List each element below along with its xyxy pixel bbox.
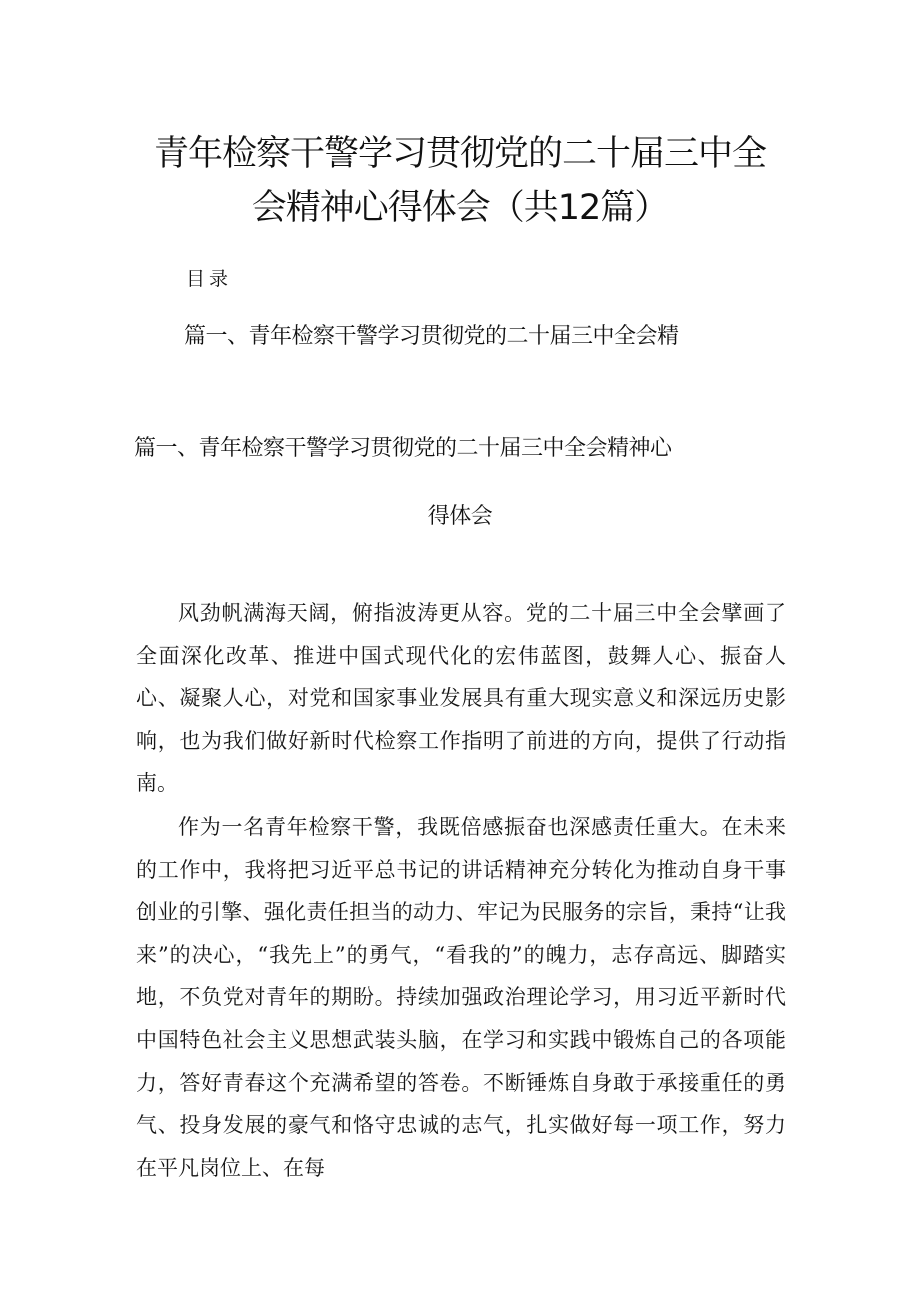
paragraph-container-1 xyxy=(136,592,786,805)
body-paragraph-1: 风劲帆满海天阔，俯指波涛更从容。党的二十届三中全会擘画了全面深化改革、推进中国式现代化的宏伟蓝图，鼓舞人心、振奋人心、凝聚人心，对党和国家事业发展具有重大现实意义和深远历史影响，也为我们做好新时代检察工作指明了前进的方向，提供了行动指南。 xyxy=(136,601,786,796)
body-paragraph-2: 作为一名青年检察干警，我既倍感振奋也深感责任重大。在未来的工作中，我将把习近平总书记的讲话精神充分转化为推动自身干事创业的引擎、强化责任担当的动力、牢记为民服务的宗旨，秉持“让我来”的决心，“我先上”的勇气，“看我的”的魄力，志存高远、脚踏实地，不负党对青年的期盼。持续加强政治理论学习，用习近平新时代中国特色社会主义思想武装头脑，在学习和实践中锻炼自己的各项能力，答好青春这个充满希望的答卷。不断锤炼自身敢于承接重任的勇气、投身发展的豪气和恪守忠诚的志气，扎实做好每一项工作，努力在平凡岗位上、在每 xyxy=(136,815,786,1180)
section-title-line2: 得体会 xyxy=(427,504,493,529)
toc-label: 目录 xyxy=(186,268,233,290)
document-title-line2: 会精神心得体会（共12篇） xyxy=(251,188,669,228)
toc-item-1[interactable]: 篇一、青年检察干警学习贯彻党的二十届三中全会精 xyxy=(184,324,679,349)
section-title-line1: 篇一、青年检察干警学习贯彻党的二十届三中全会精神心 xyxy=(134,436,672,461)
document-title-line1: 青年检察干警学习贯彻党的二十届三中全 xyxy=(153,134,766,174)
paragraph-container-2 xyxy=(136,806,786,1189)
